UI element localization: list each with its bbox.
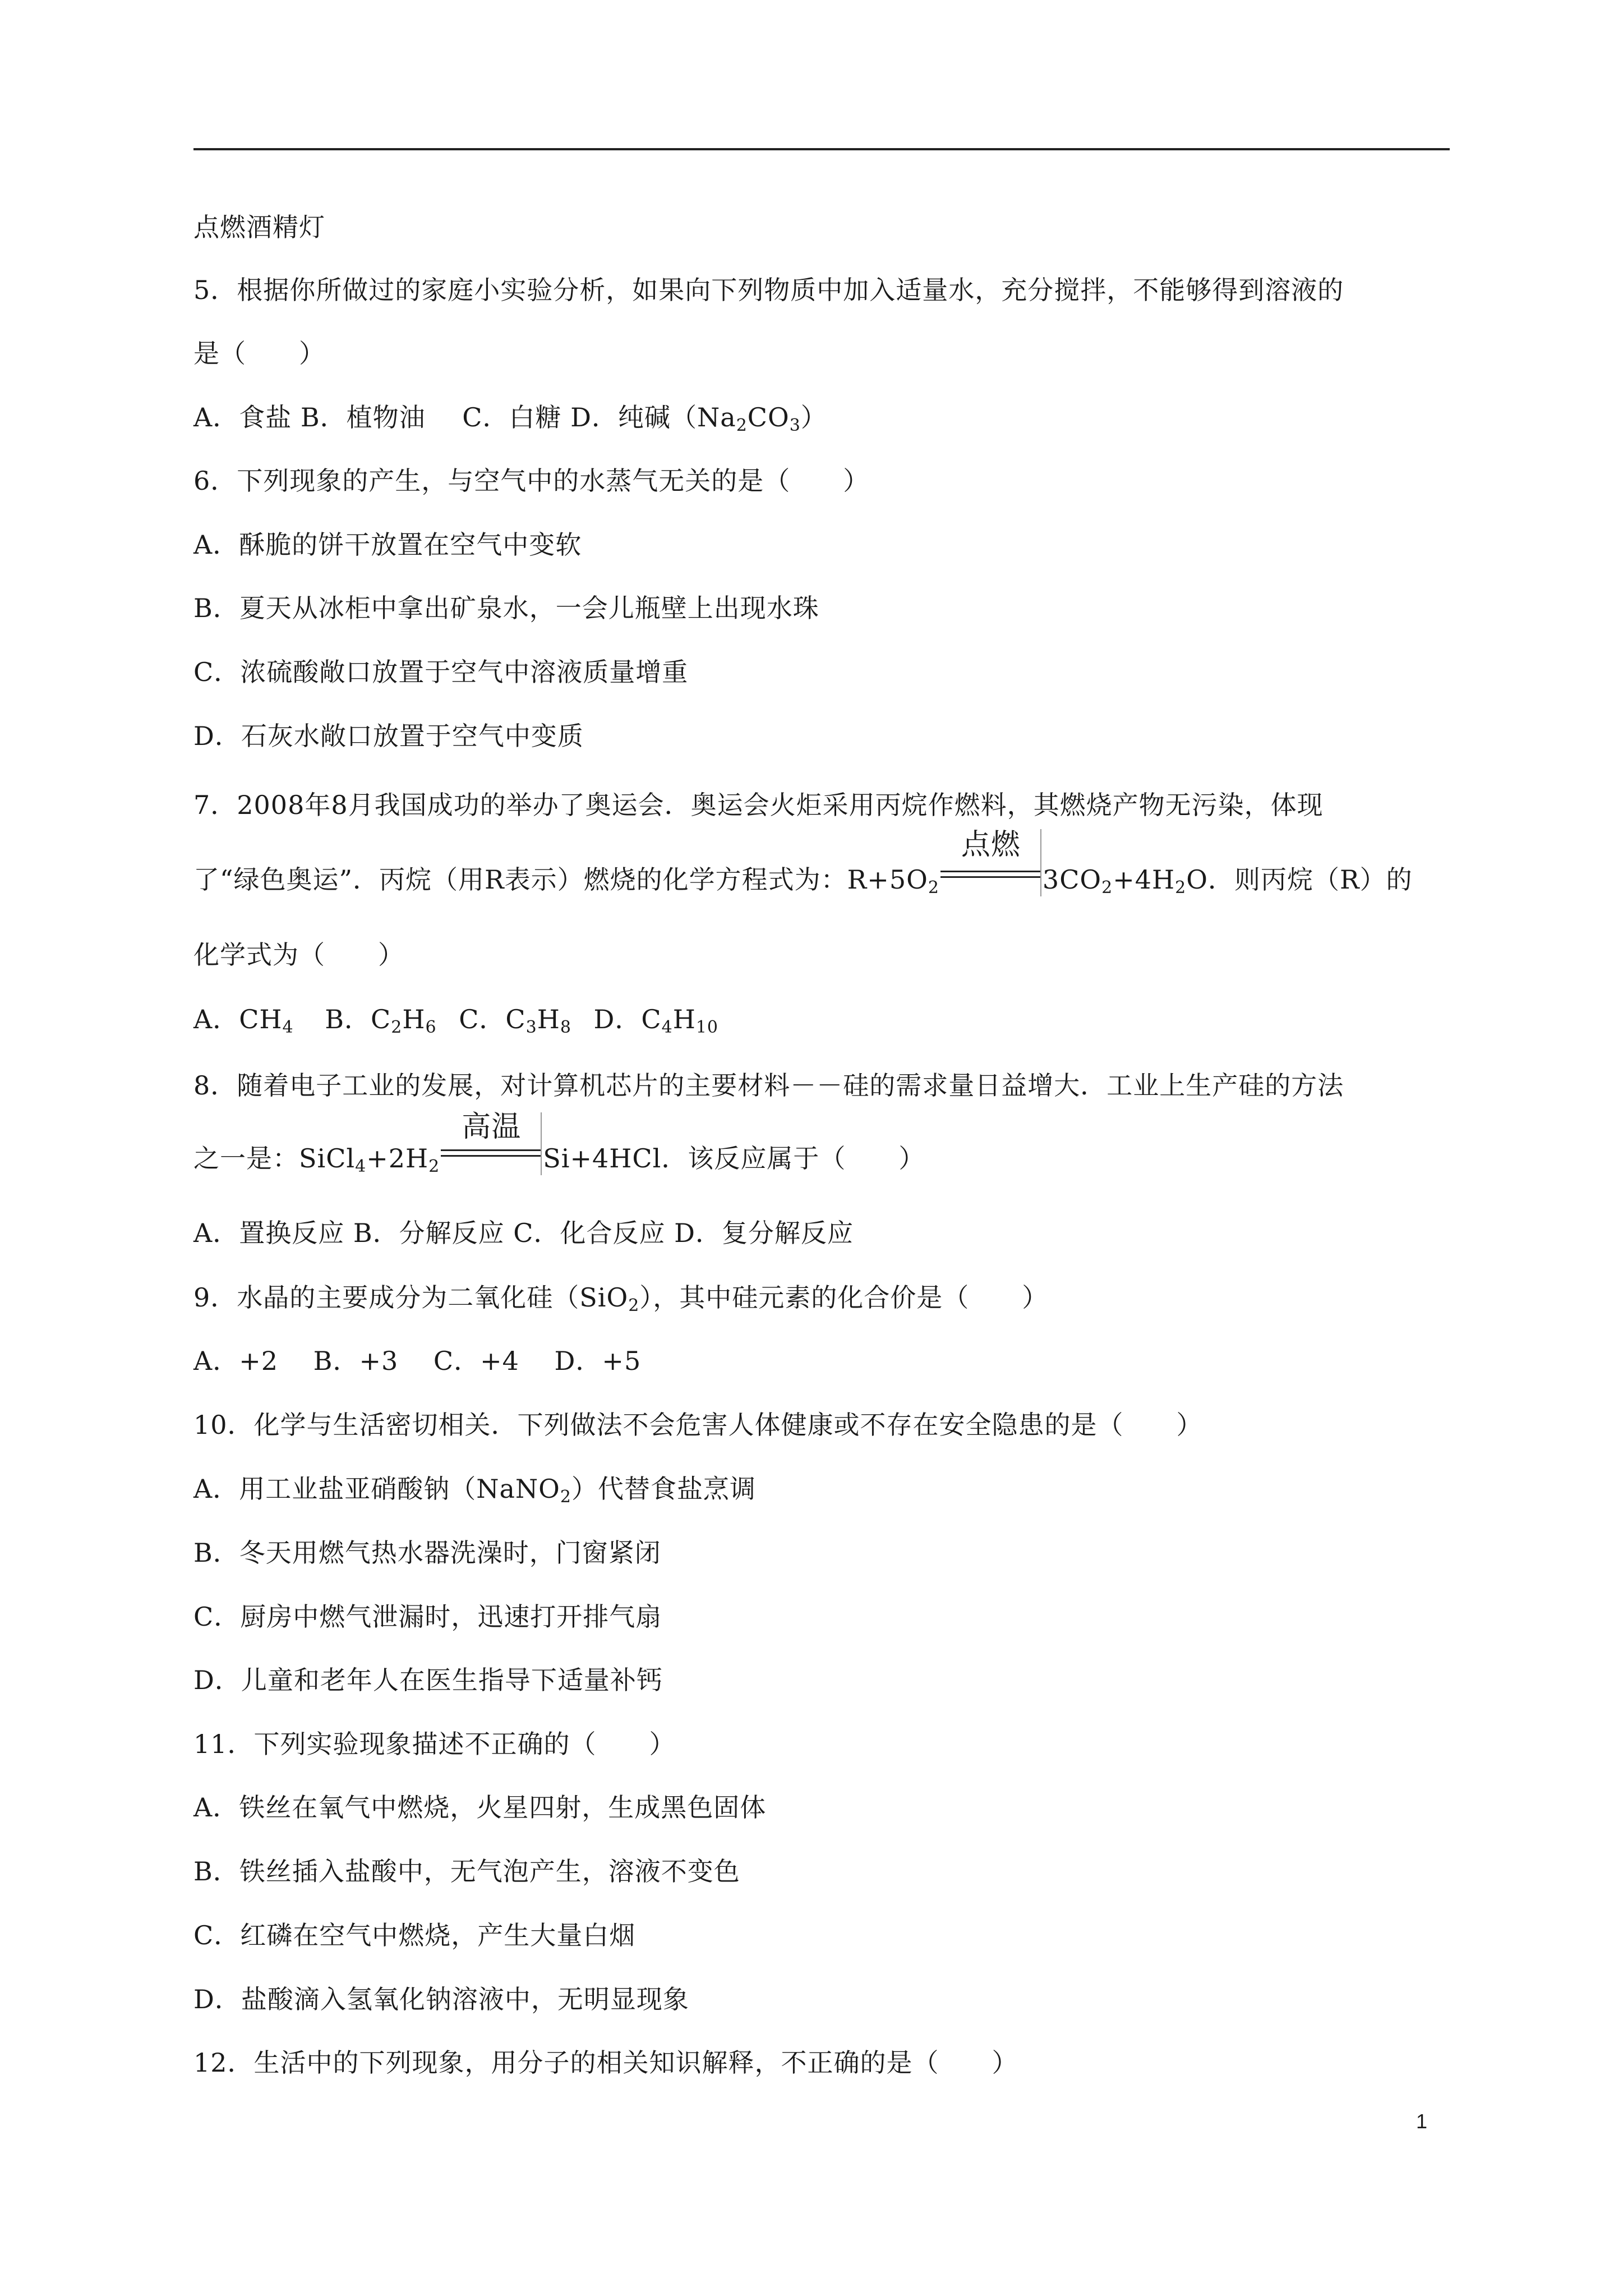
q11-stem: 11．下列实验现象描述不正确的（ ） — [193, 1729, 676, 1759]
q6-option-b: B．夏天从冰柜中拿出矿泉水，一会儿瓶壁上出现水珠 — [193, 593, 819, 623]
q11-option-a: A．铁丝在氧气中燃烧，火星四射，生成黑色固体 — [193, 1792, 767, 1823]
q10-option-b: B．冬天用燃气热水器洗澡时，门窗紧闭 — [193, 1538, 661, 1568]
q5-stem-line2: 是（ ） — [193, 338, 325, 369]
q7-stem-line3: 化学式为（ ） — [193, 940, 404, 970]
q11-option-c: C．红磷在空气中燃烧，产生大量白烟 — [193, 1920, 636, 1950]
q6-option-a: A．酥脆的饼干放置在空气中变软 — [193, 530, 582, 560]
q6-option-c: C．浓硫酸敞口放置于空气中溶液质量增重 — [193, 657, 689, 687]
q7-option-a: A．$CH_4$ — [193, 1004, 294, 1037]
q10-option-c: C．厨房中燃气泄漏时，迅速打开排气扇 — [193, 1602, 662, 1632]
q8-reaction-condition: 高温 — [441, 1142, 542, 1175]
q5-option-c: C．白糖 — [462, 402, 562, 432]
q10-option-d: D．儿童和老年人在医生指导下适量补钙 — [193, 1665, 663, 1695]
q5-options — [193, 401, 1461, 434]
q7-reaction-condition: 点燃 — [940, 863, 1041, 896]
q9-stem: 9．水晶的主要成分为二氧化硅（SiO$_2$），其中硅元素的化合价是（ ） — [193, 1282, 1049, 1315]
q5-option-d: D．纯碱$(Na_2CO_3)$ — [570, 402, 827, 435]
q7-option-d: D．$C_4H_{10}$ — [593, 1004, 719, 1037]
q7-stem-line2: 了“绿色奥运”．丙烷（用R表示）燃烧的化学方程式为：$R+5O_2$ 点燃 $3CO_2+4H_2O$．则丙烷（R）的 — [193, 828, 1413, 898]
q11-option-d: D．盐酸滴入氢氧化钠溶液中，无明显现象 — [193, 1984, 689, 2014]
q5-option-a: A．食盐 — [193, 402, 292, 432]
q8-stem-line2: 之一是：$SiCl_4+2H_2$ 高温 Si+4HCl．该反应属于（ ） — [193, 1110, 925, 1176]
q6-option-d: D．石灰水敞口放置于空气中变质 — [193, 721, 584, 751]
q11-option-b: B．铁丝插入盐酸中，无气泡产生，溶液不变色 — [193, 1856, 740, 1887]
q10-option-a: A．用工业盐亚硝酸钠（NaNO$_2$）代替食盐烹调 — [193, 1474, 756, 1507]
q7-option-b: B．$C_2H_6$ — [325, 1004, 437, 1037]
q8-options: A．置换反应 B．分解反应 C．化合反应 D．复分解反应 — [193, 1218, 854, 1248]
page-number: 1 — [1416, 2110, 1428, 2133]
header-rule — [193, 148, 1450, 150]
q12-stem: 12．生活中的下列现象，用分子的相关知识解释，不正确的是（ ） — [193, 2047, 1018, 2078]
q9-options: A．+2 B．+3 C．+4 D．+5 — [193, 1346, 642, 1376]
q5-stem-line1: 5．根据你所做过的家庭小实验分析，如果向下列物质中加入适量水，充分搅拌，不能够得到溶液的 — [193, 275, 1344, 305]
continued-text: 点燃酒精灯 — [193, 212, 325, 242]
q6-stem: 6．下列现象的产生，与空气中的水蒸气无关的是（ ） — [193, 466, 870, 496]
q7-option-c: C．$C_3H_8$ — [459, 1004, 571, 1037]
q8-stem-line1: 8．随着电子工业的发展，对计算机芯片的主要材料－－硅的需求量日益增大．工业上生产硅的方法 — [193, 1070, 1344, 1101]
q7-options — [193, 1002, 1461, 1036]
q5-option-b: B．植物油 — [300, 402, 426, 432]
q10-stem: 10．化学与生活密切相关．下列做法不会危害人体健康或不存在安全隐患的是（ ） — [193, 1410, 1203, 1440]
q7-stem-line1: 7．2008年8月我国成功的举办了奥运会．奥运会火炬采用丙烷作燃料，其燃烧产物无污染，体现 — [193, 790, 1324, 820]
